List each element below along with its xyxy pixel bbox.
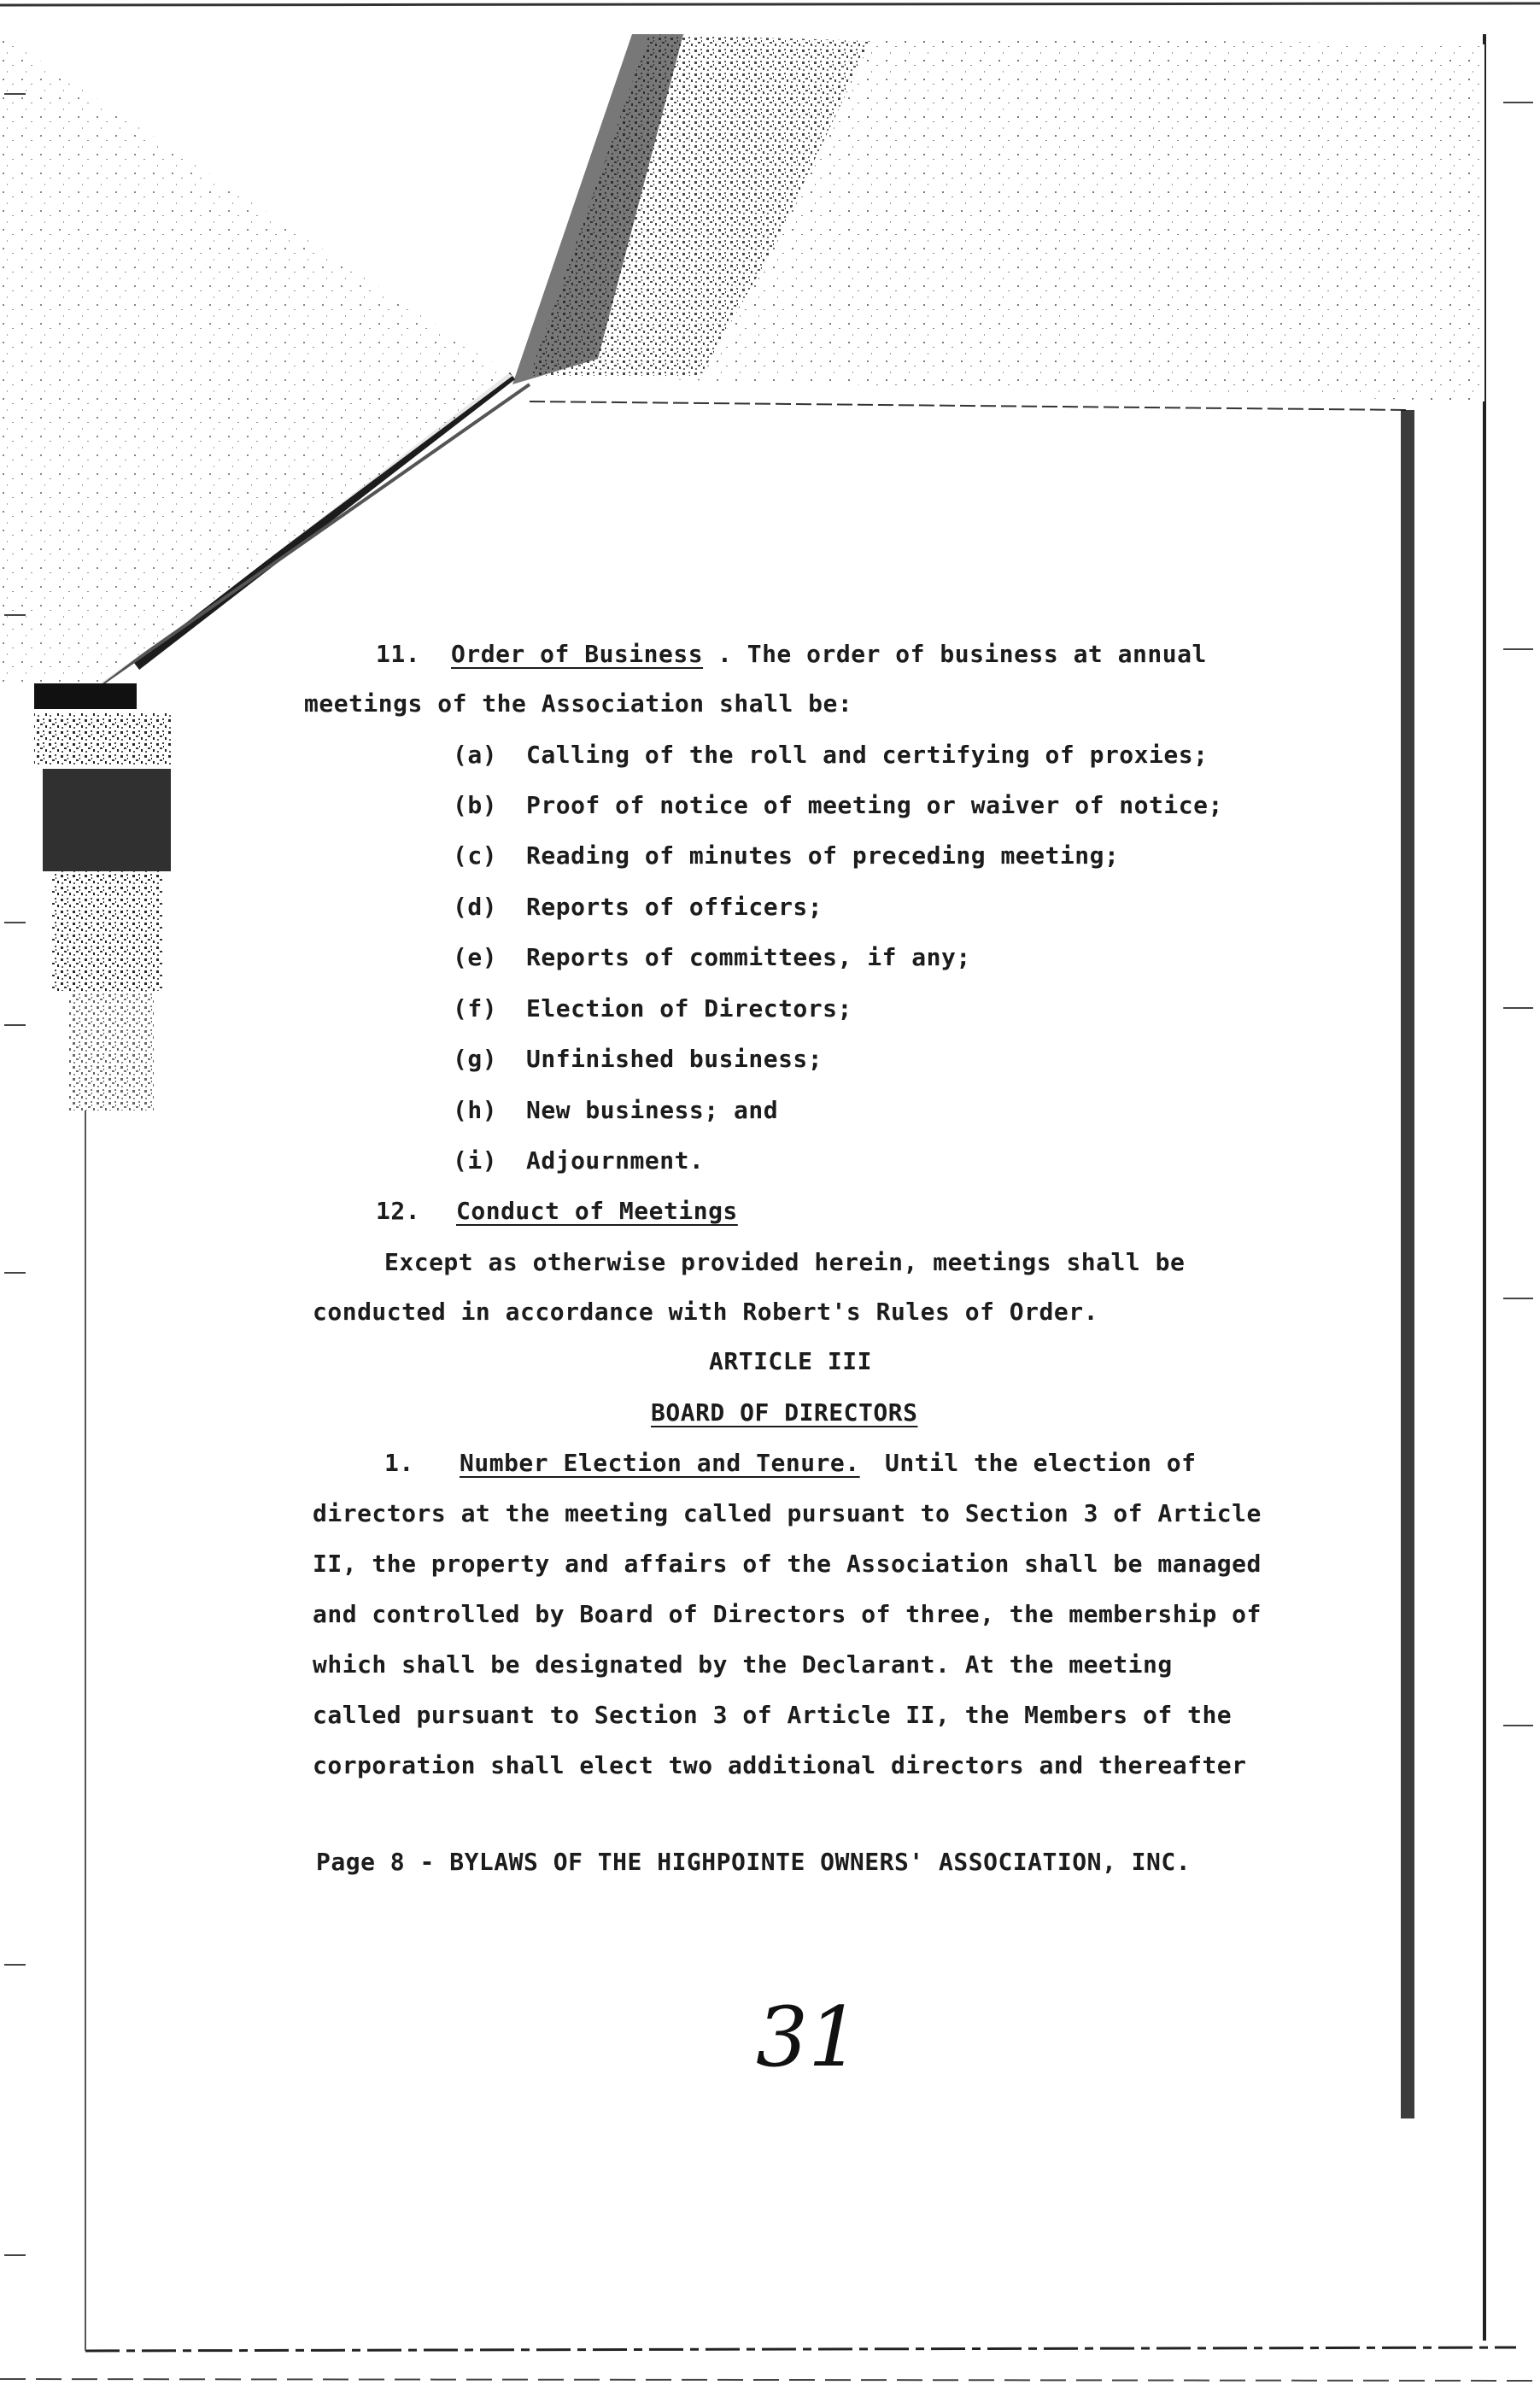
section-1-line-5: which shall be designated by the Declarant. At the meeting <box>313 1650 1173 1679</box>
item-g-label: (g) <box>453 1045 498 1073</box>
item-a-text: Calling of the roll and certifying of proxies; <box>526 741 1209 769</box>
section-11-text-1: . The order of business at annual <box>717 640 1207 668</box>
section-12-line-1: Except as otherwise provided herein, meetings shall be <box>384 1248 1186 1276</box>
item-f-label: (f) <box>453 994 498 1023</box>
handwritten-page-number: 31 <box>756 1990 861 2085</box>
section-1-line-2: directors at the meeting called pursuant to Section 3 of Article <box>313 1499 1262 1527</box>
item-f-text: Election of Directors; <box>526 994 852 1023</box>
item-e-label: (e) <box>453 943 498 971</box>
item-g-text: Unfinished business; <box>526 1045 823 1073</box>
section-12-heading: Conduct of Meetings <box>456 1197 738 1225</box>
section-1-line-7: corporation shall elect two additional directors and thereafter <box>313 1751 1247 1779</box>
item-b-text: Proof of notice of meeting or waiver of notice; <box>526 791 1223 819</box>
item-d-text: Reports of officers; <box>526 893 823 921</box>
section-1-heading: Number Election and Tenure. <box>460 1449 860 1477</box>
item-c-label: (c) <box>453 841 498 870</box>
section-1-line-3: II, the property and affairs of the Association shall be managed <box>313 1550 1262 1578</box>
section-1-line-6: called pursuant to Section 3 of Article II, the Members of the <box>313 1701 1233 1729</box>
section-12-number: 12. <box>376 1197 421 1225</box>
page-footer: Page 8 - BYLAWS OF THE HIGHPOINTE OWNERS' ASSOCIATION, INC. <box>316 1848 1192 1876</box>
item-h-text: New business; and <box>526 1096 779 1124</box>
section-11-heading: Order of Business <box>451 640 704 668</box>
section-1-line-1: Until the election of <box>885 1449 1197 1477</box>
item-a-label: (a) <box>453 741 498 769</box>
item-h-label: (h) <box>453 1096 498 1124</box>
article-title: ARTICLE III <box>709 1347 872 1375</box>
section-1-number: 1. <box>384 1449 414 1477</box>
section-11-text-2: meetings of the Association shall be: <box>304 689 853 718</box>
item-i-text: Adjournment. <box>526 1146 705 1175</box>
item-e-text: Reports of committees, if any; <box>526 943 971 971</box>
section-12-line-2: conducted in accordance with Robert's Rules of Order. <box>313 1298 1098 1326</box>
item-c-text: Reading of minutes of preceding meeting; <box>526 841 1120 870</box>
section-1-line-4: and controlled by Board of Directors of three, the membership of <box>313 1600 1262 1628</box>
section-11-number: 11. <box>376 640 421 668</box>
item-b-label: (b) <box>453 791 498 819</box>
item-d-label: (d) <box>453 893 498 921</box>
item-i-label: (i) <box>453 1146 498 1175</box>
article-subtitle: BOARD OF DIRECTORS <box>651 1398 918 1427</box>
